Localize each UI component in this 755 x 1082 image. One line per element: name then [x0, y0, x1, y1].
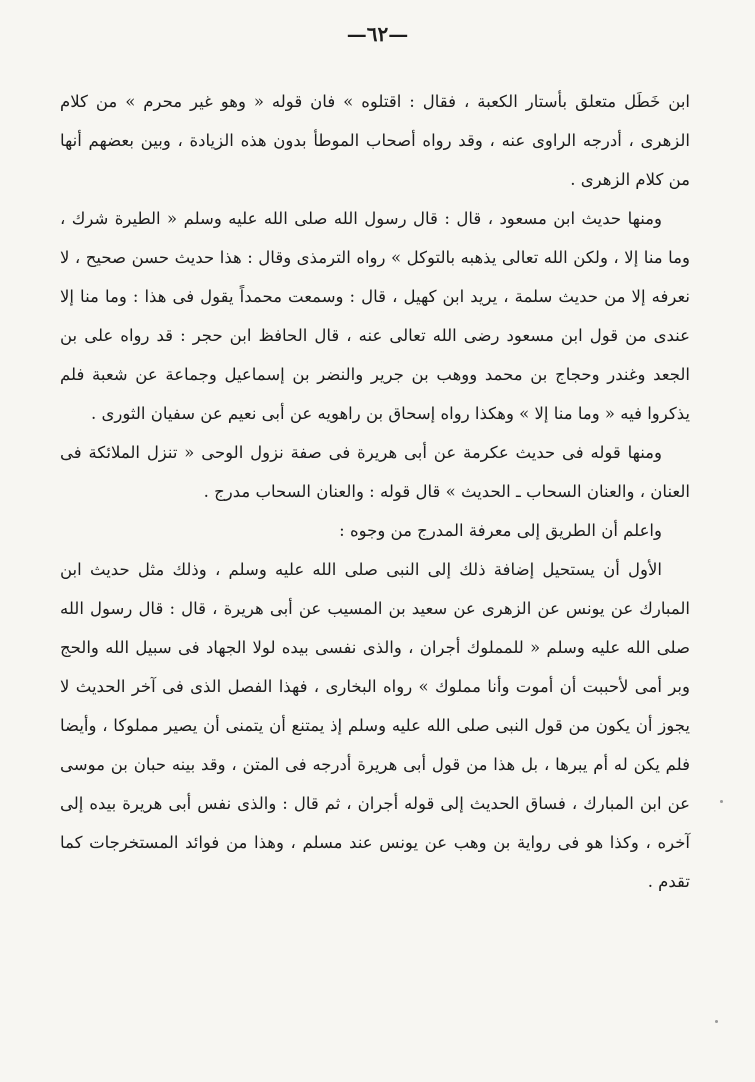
paragraph-4: واعلم أن الطريق إلى معرفة المدرج من وجوه : [339, 521, 662, 540]
paragraph-5: الأول أن يستحيل إضافة ذلك إلى النبى صلى الله عليه وسلم ، وذلك مثل حديث ابن المبارك عن يونس عن الزهرى عن سعيد بن المسيب عن أبى هريرة ، قال : قال رسول الله صلى الله عليه وسلم « للمملوك أجران ، والذى نفسى بيده لولا الجهاد فى سبيل الله والحج وبر أمى لأحببت أن أموت وأنا مملوك » رواه البخارى ، فهذا الفصل الذى فى آخر الحديث لا يجوز أن يكون من قول النبى صلى الله عليه وسلم إذ يمتنع أن يتمنى أن يصير مملوكا ، وأيضا فلم يكن له أم يبرها ، بل هذا من قول أبى هريرة أدرجه فى المتن ، وقد بينه حبان بن موسى عن ابن المبارك ، فساق الحديث إلى قوله أجران ، ثم قال : والذى نفس أبى هريرة بيده إلى آخره ، وكذا هو فى رواية بن وهب عن يونس عند مسلم ، وهذا من فوائد المستخرجات كما تقدم . [60, 560, 690, 891]
scan-speck [720, 800, 723, 803]
paragraph-3: ومنها قوله فى حديث عكرمة عن أبى هريرة فى صفة نزول الوحى « تنزل الملائكة فى العنان ، والعنان السحاب ـ الحديث » قال قوله : والعنان السحاب مدرج . [60, 443, 690, 501]
paragraph-1: ابن خَطَل متعلق بأستار الكعبة ، فقال : اقتلوه » فان قوله « وهو غير محرم » من كلام الزهرى ، أدرجه الراوى عنه ، وقد رواه أصحاب الموطأ بدون هذه الزيادة ، وبين بعضهم أنها من كلام الزهرى . [60, 92, 690, 189]
page-body [60, 82, 690, 901]
page-number: —٦٢— [346, 22, 409, 46]
paragraph-2: ومنها حديث ابن مسعود ، قال : قال رسول الله صلى الله عليه وسلم « الطيرة شرك ، وما منا إلا ، ولكن الله تعالى يذهبه بالتوكل » رواه الترمذى وقال : هذا حديث حسن صحيح ، لا نعرفه إلا من حديث سلمة ، يريد ابن كهيل ، قال : وسمعت محمداً يقول فى هذا : وما منا إلا عندى من قول ابن مسعود رضى الله تعالى عنه ، قال الحافظ ابن حجر : قد رواه على بن الجعد وغندر وحجاج بن محمد ووهب بن جرير والنضر بن إسماعيل وجماعة عن شعبة فلم يذكروا فيه « وما منا إلا » وهكذا رواه إسحاق بن راهويه عن أبى نعيم عن سفيان الثورى . [60, 209, 690, 423]
scan-speck [715, 1020, 718, 1023]
